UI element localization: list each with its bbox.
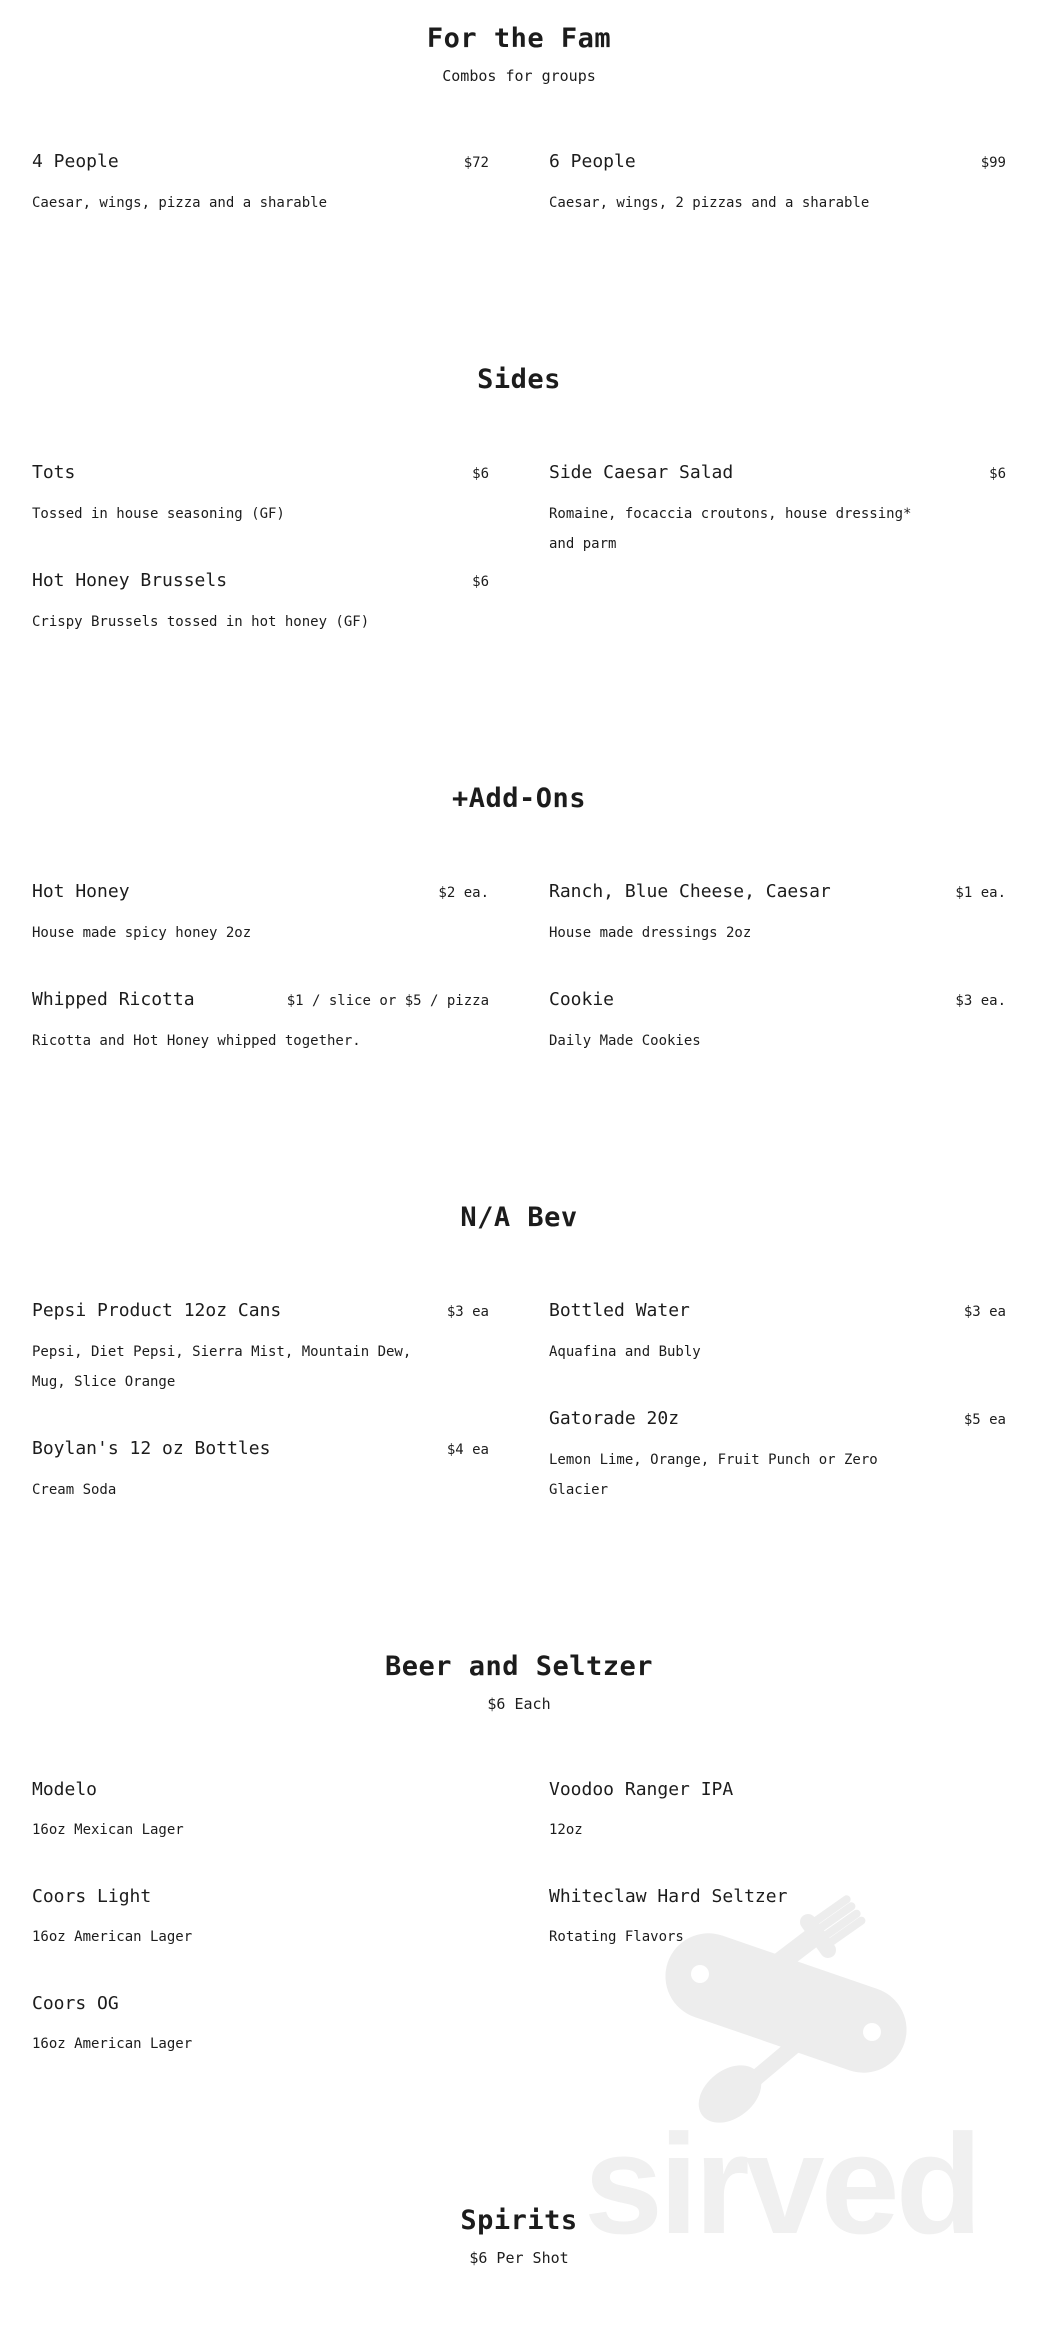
section-title: +Add-Ons	[451, 783, 587, 814]
section-column-right	[549, 150, 1006, 258]
item-price: $2 ea.	[438, 885, 489, 901]
item-name: 6 People	[549, 151, 636, 172]
menu-item-6-people	[549, 150, 1006, 218]
item-name: Voodoo Ranger IPA	[549, 1779, 734, 1800]
section-title: For the Fam	[426, 23, 612, 54]
item-name: Gatorade 20z	[549, 1408, 680, 1429]
item-description: House made spicy honey 2oz	[32, 925, 252, 941]
item-price: $1 ea.	[955, 885, 1006, 901]
item-description: Ricotta and Hot Honey whipped together.	[32, 1033, 361, 1049]
section-title: Sides	[477, 364, 561, 395]
menu-item-boylans-bottles	[32, 1437, 489, 1505]
section-column-right	[549, 461, 1006, 677]
item-price: $3 ea.	[955, 993, 1006, 1009]
item-name: Tots	[32, 462, 76, 483]
item-name: Coors OG	[32, 1993, 119, 2014]
menu-section-na-bev	[32, 1201, 1006, 1545]
menu-item-voodoo-ranger-ipa	[549, 1778, 1006, 1845]
section-column-right	[549, 1778, 1006, 2099]
item-description: 12oz	[549, 1822, 583, 1838]
item-name: Hot Honey	[32, 881, 130, 902]
section-column-right	[549, 1299, 1006, 1545]
item-description: House made dressings 2oz	[549, 925, 752, 941]
menu-item-whipped-ricotta	[32, 988, 489, 1056]
item-description: Cream Soda	[32, 1482, 117, 1498]
item-name: Modelo	[32, 1779, 98, 1800]
menu-item-4-people	[32, 150, 489, 218]
item-description: Rotating Flavors	[549, 1929, 684, 1945]
item-description: Lemon Lime, Orange, Fruit Punch or Zero Glacier	[549, 1452, 878, 1498]
section-subtitle: $6 Each	[487, 1695, 551, 1713]
section-subtitle: Combos for groups	[442, 67, 596, 85]
item-name: Coors Light	[32, 1886, 152, 1907]
section-subtitle: $6 Per Shot	[469, 2249, 569, 2267]
item-description: Caesar, wings, 2 pizzas and a sharable	[549, 195, 870, 211]
item-description: 16oz Mexican Lager	[32, 1822, 184, 1838]
item-description: Crispy Brussels tossed in hot honey (GF)	[32, 614, 370, 630]
section-column-left	[32, 461, 489, 677]
menu-item-coors-light	[32, 1885, 489, 1952]
item-price: $99	[980, 155, 1006, 171]
section-column-right	[549, 880, 1006, 1096]
sirved-watermark-text: sirved	[584, 2105, 979, 2264]
item-name: Hot Honey Brussels	[32, 570, 228, 591]
item-description: Daily Made Cookies	[549, 1033, 701, 1049]
menu-section-sides	[32, 363, 1006, 677]
item-name: Whiteclaw Hard Seltzer	[549, 1886, 788, 1907]
item-price: $3 ea	[963, 1304, 1006, 1320]
item-name: 4 People	[32, 151, 119, 172]
section-title: Beer and Seltzer	[384, 1651, 654, 1682]
section-column-left	[32, 150, 489, 258]
menu-item-gatorade	[549, 1407, 1006, 1505]
item-price: $5 ea	[963, 1412, 1006, 1428]
item-name: Pepsi Product 12oz Cans	[32, 1300, 282, 1321]
section-column-left	[32, 1778, 489, 2099]
menu-item-cookie	[549, 988, 1006, 1056]
menu-item-hot-honey-brussels	[32, 569, 489, 637]
menu-item-tots	[32, 461, 489, 529]
item-price: $6	[472, 574, 489, 590]
menu-item-dressings	[549, 880, 1006, 948]
item-price: $3 ea	[446, 1304, 489, 1320]
item-description: Aquafina and Bubly	[549, 1344, 701, 1360]
item-name: Bottled Water	[549, 1300, 690, 1321]
menu-section-add-ons	[32, 782, 1006, 1096]
item-price: $6	[472, 466, 489, 482]
menu-item-hot-honey	[32, 880, 489, 948]
menu-item-pepsi-cans	[32, 1299, 489, 1397]
item-name: Whipped Ricotta	[32, 989, 195, 1010]
item-description: 16oz American Lager	[32, 1929, 193, 1945]
menu-item-whiteclaw	[549, 1885, 1006, 1952]
menu-item-side-caesar-salad	[549, 461, 1006, 559]
item-price: $72	[463, 155, 489, 171]
item-name: Side Caesar Salad	[549, 462, 734, 483]
item-description: Pepsi, Diet Pepsi, Sierra Mist, Mountain Dew, Mug, Slice Orange	[32, 1344, 412, 1390]
section-title: Spirits	[460, 2205, 578, 2236]
item-description: Tossed in house seasoning (GF)	[32, 506, 285, 522]
menu-section-for-the-fam	[32, 22, 1006, 258]
menu-item-coors-og	[32, 1992, 489, 2059]
menu-item-modelo	[32, 1778, 489, 1845]
item-price: $4 ea	[446, 1442, 489, 1458]
section-title: N/A Bev	[460, 1202, 578, 1233]
item-description: Romaine, focaccia croutons, house dressing* and parm	[549, 506, 912, 552]
item-description: Caesar, wings, pizza and a sharable	[32, 195, 328, 211]
item-description: 16oz American Lager	[32, 2036, 193, 2052]
menu-section-beer-and-seltzer	[32, 1650, 1006, 2099]
menu-item-bottled-water	[549, 1299, 1006, 1367]
section-column-left	[32, 1299, 489, 1545]
item-price: $6	[989, 466, 1006, 482]
menu-section-spirits	[32, 2204, 1006, 2268]
section-column-left	[32, 880, 489, 1096]
item-price: $1 / slice or $5 / pizza	[286, 993, 489, 1009]
item-name: Boylan's 12 oz Bottles	[32, 1438, 271, 1459]
item-name: Cookie	[549, 989, 615, 1010]
item-name: Ranch, Blue Cheese, Caesar	[549, 881, 831, 902]
